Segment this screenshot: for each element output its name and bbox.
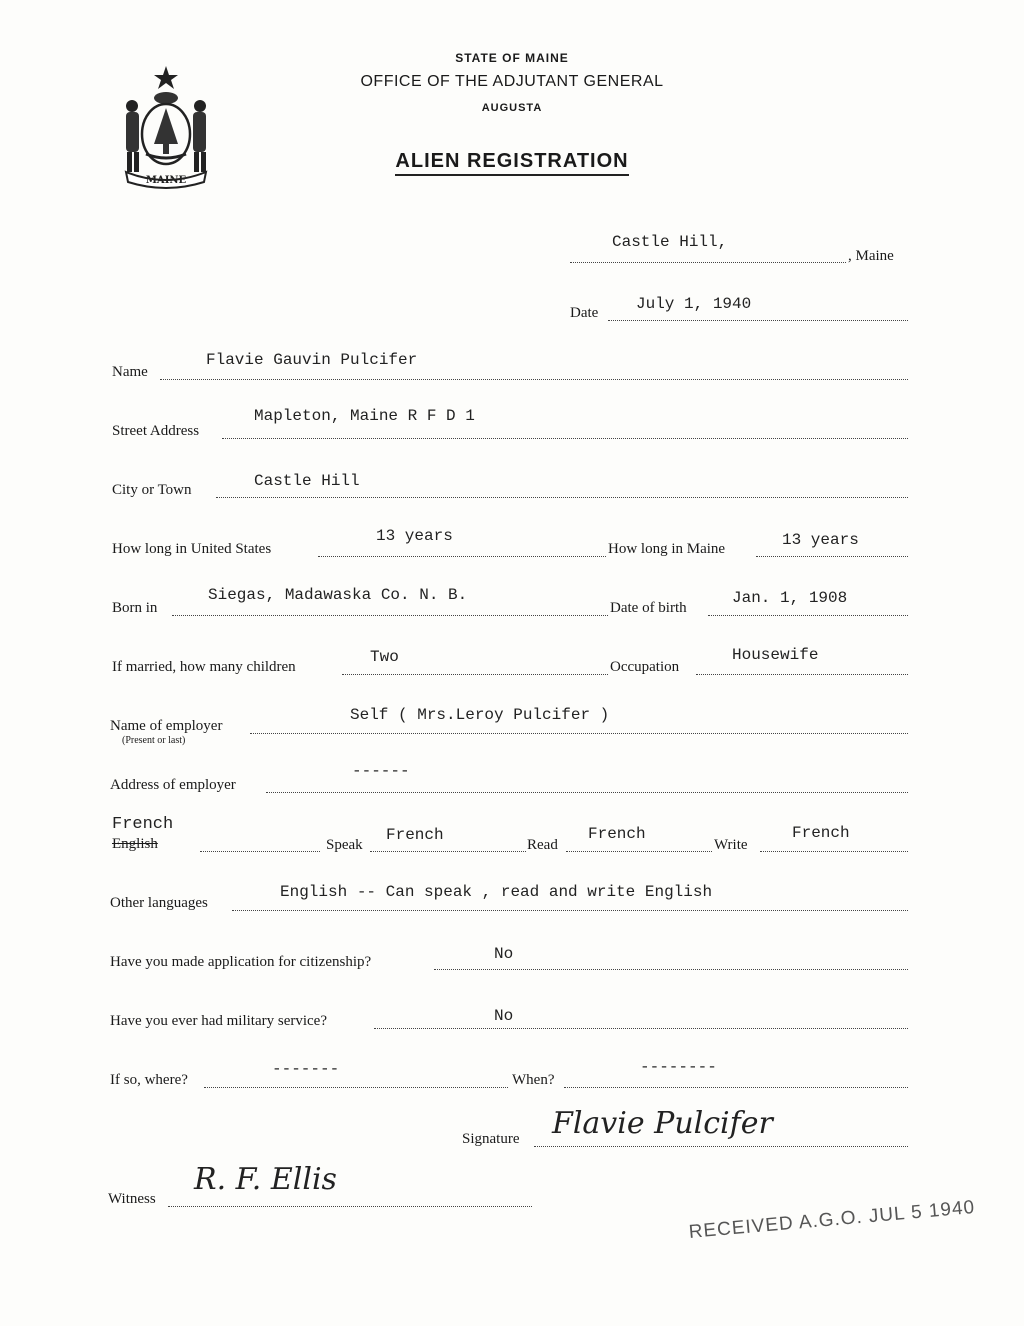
citizenship-label: Have you made application for citizenship?: [110, 954, 372, 970]
name-value: Flavie Gauvin Pulcifer: [206, 351, 418, 369]
military-value: No: [494, 1007, 514, 1025]
state-heading: STATE OF MAINE: [455, 51, 569, 65]
employer-value: Self ( Mrs.Leroy Pulcifer ): [350, 706, 610, 724]
maine-value: 13 years: [782, 531, 859, 549]
city-value: Castle Hill: [254, 472, 360, 490]
when-value: --------: [640, 1058, 717, 1076]
us-value: 13 years: [376, 527, 453, 545]
employer-address-value: ------: [352, 762, 410, 780]
born-label: Born in: [112, 600, 158, 616]
employer-label: Name of employer: [110, 718, 223, 734]
children-value: Two: [370, 648, 399, 666]
speak-label: Speak: [326, 837, 363, 853]
language-typed: French: [112, 815, 174, 834]
date-value: July 1, 1940: [636, 295, 752, 313]
citizenship-value: No: [494, 945, 514, 963]
dob-label: Date of birth: [610, 600, 687, 616]
street-label: Street Address: [112, 423, 200, 439]
other-languages-value: English -- Can speak , read and write English: [280, 883, 713, 901]
where-value: -------: [272, 1060, 340, 1078]
employer-address-label: Address of employer: [110, 777, 236, 793]
witness-label: Witness: [108, 1191, 156, 1207]
when-label: When?: [512, 1072, 555, 1088]
where-label: If so, where?: [110, 1072, 188, 1088]
signature-value: Flavie Pulcifer: [552, 1106, 773, 1141]
occupation-label: Occupation: [610, 659, 680, 675]
read-value: French: [588, 825, 646, 843]
children-label: If married, how many children: [112, 659, 296, 675]
place-value: Castle Hill,: [612, 233, 728, 251]
read-label: Read: [527, 837, 558, 853]
write-label: Write: [714, 837, 748, 853]
city-heading: AUGUSTA: [481, 102, 543, 114]
office-heading: OFFICE OF THE ADJUTANT GENERAL: [360, 73, 664, 90]
signature-label: Signature: [462, 1131, 520, 1147]
write-value: French: [792, 824, 850, 842]
date-label: Date: [570, 305, 599, 321]
military-label: Have you ever had military service?: [110, 1013, 327, 1029]
name-label: Name: [112, 364, 148, 380]
occupation-value: Housewife: [732, 646, 819, 664]
us-label: How long in United States: [112, 541, 272, 557]
page-title: ALIEN REGISTRATION: [0, 150, 1024, 173]
city-label: City or Town: [112, 482, 192, 498]
seal-label: MAINE: [145, 175, 187, 186]
dob-value: Jan. 1, 1908: [732, 589, 848, 607]
born-value: Siegas, Madawaska Co. N. B.: [208, 586, 468, 604]
place-suffix: , Maine: [848, 248, 894, 264]
other-languages-label: Other languages: [110, 895, 208, 911]
maine-label: How long in Maine: [608, 541, 726, 557]
speak-value: French: [386, 826, 444, 844]
street-value: Mapleton, Maine R F D 1: [254, 407, 475, 425]
received-stamp: RECEIVED A.G.O. JUL 5 1940: [688, 1196, 976, 1243]
employer-sublabel: (Present or last): [122, 735, 186, 746]
witness-value: R. F. Ellis: [194, 1162, 337, 1197]
language-struck-label: English: [112, 836, 158, 852]
